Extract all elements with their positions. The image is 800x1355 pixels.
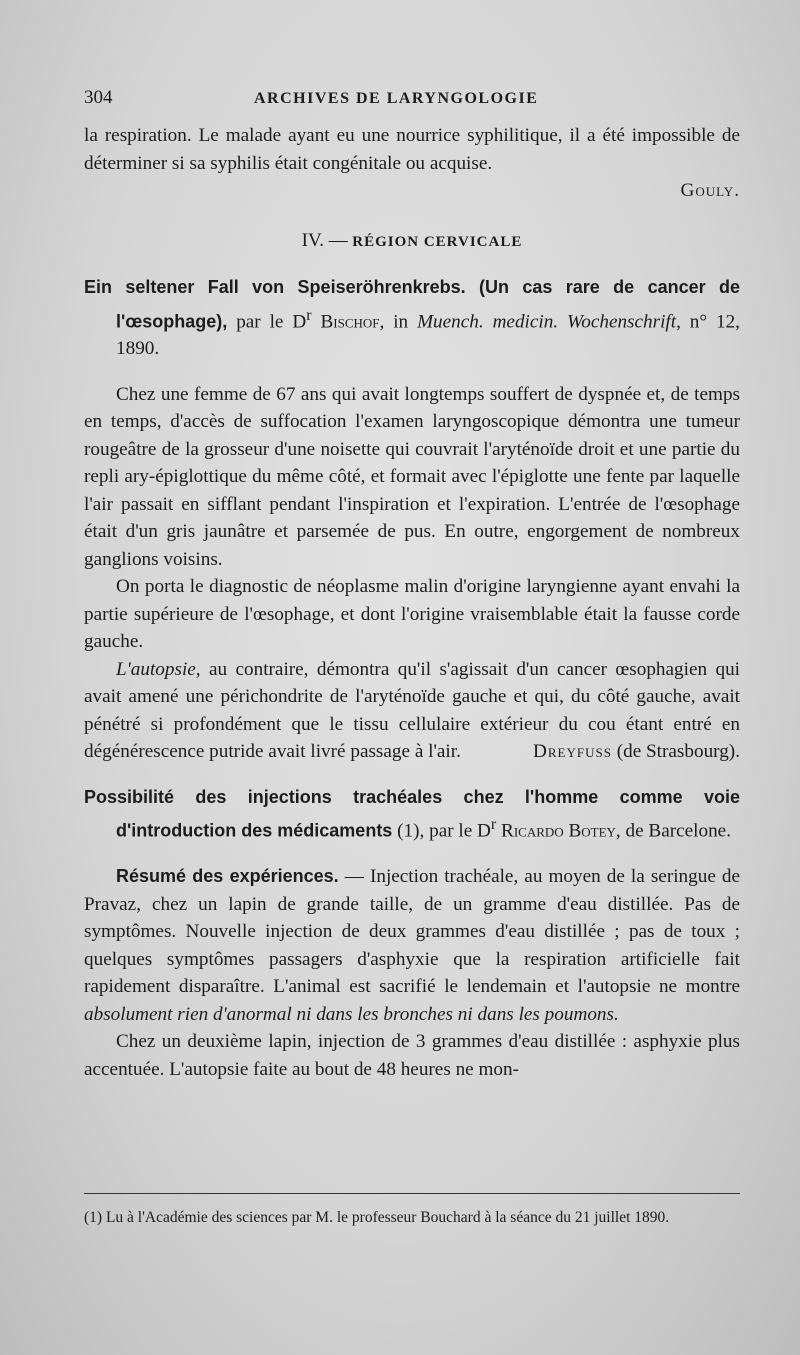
page-number: 304 — [84, 87, 113, 108]
intro-signature: Gouly. — [680, 180, 740, 201]
article2-resume-heading: Résumé des expériences. — [116, 866, 339, 887]
article1-journal: Muench. medicin. Wochenschrift — [417, 310, 677, 332]
page-header — [84, 84, 740, 118]
spacer — [84, 363, 740, 381]
running-head: ARCHIVES DE LARYNGOLOGIE — [254, 90, 539, 107]
article1-signature-place: (de Strasbourg). — [611, 741, 740, 763]
article1-by: par le D — [227, 310, 307, 332]
article1-signature-name: Dreyfuss — [532, 741, 612, 763]
footnote-divider — [84, 1193, 740, 1194]
article2-by: , par le D — [419, 820, 491, 842]
article1-by-sup: r — [306, 306, 312, 324]
section-number: IV. — — [301, 229, 348, 251]
article2-title — [84, 784, 740, 845]
article1-title — [84, 274, 740, 363]
article2-paragraph-1-text: — Injection trachéale, au moyen de la seringue de Pravaz, chez un lapin de grande taille, de un gramme d'eau distillée. Pas de symptômes. Nouvelle injection de deux grammes d'eau distillée ; pas de toux ; quelques symptômes passagers d'asphyxie que la respiration artificielle fait rapidement disparaître. L'animal est sacrifié le lendemain et l'autopsie ne montre — [84, 866, 741, 998]
spacer — [84, 766, 740, 784]
article1-in: , in — [379, 310, 418, 332]
article2-title-bold: Possibilité des injections trachéales chez l'homme comme voie d'introduction des médicaments — [84, 786, 740, 841]
article1-paragraph-1: Chez une femme de 67 ans qui avait longtemps souffert de dyspnée et, de temps en temps, d'accès de suffocation l'examen laryngoscopique démontra une tumeur rougeâtre de la grosseur d'une noisette qui couvrait l'aryténoïde droit et une partie du repli ary-épiglottique du même côté, et formait avec l'épiglotte une fente par laquelle l'air passait en sifflant pendant l'inspiration et l'expiration. L'entrée de l'œsophage était d'un gris jaunâtre et parsemée de pus. En outre, engorgement de nombreux ganglions voisins. — [84, 383, 740, 570]
section-heading — [84, 227, 740, 257]
section-title: RÉGION CERVICALE — [352, 233, 523, 250]
article1-paragraph-3-text: au contraire, démontra qu'il s'agissait d'un cancer œsophagien qui avait amené une périchondrite de l'aryténoïde gauche et qui, du côté gauche, avait pénétré si profondément que le tissu cellulaire extérieur du cou étant entré en dégénérescence putride avait livré passage à l'air. — [84, 658, 740, 763]
article2-by-sup: r — [490, 816, 497, 834]
article1-issue: , n° 12, 1890. — [116, 310, 740, 360]
article2-paragraph-1 — [84, 863, 740, 1028]
article2-paragraph-2: Chez un deuxième lapin, injection de 3 grammes d'eau distillée : asphyxie plus accentuée. L'autopsie faite au bout de 48 heures ne mon- — [84, 1031, 740, 1080]
article2-location: , de Barcelone. — [615, 820, 731, 842]
article1-author: Bischof — [311, 310, 380, 332]
article2-author: Ricardo Botey — [496, 820, 616, 842]
article1-title-bold: Ein seltener Fall von Speiseröhrenkrebs. (Un cas rare de cancer de l'œsophage), — [84, 277, 740, 331]
intro-paragraph: la respiration. Le malade ayant eu une nourrice syphilitique, il a été impossible de déterminer si sa syphilis était congénitale ou acquise. — [84, 125, 740, 174]
article1-autopsie-emphasis: L'autopsie, — [116, 658, 201, 680]
article1-paragraph-2: On porta le diagnostic de néoplasme malin d'origine laryngienne ayant envahi la partie supérieure de l'œsophage, et dont l'origine vraisemblable était la fausse corde gauche. — [84, 576, 740, 653]
spacer — [84, 845, 740, 863]
article2-paragraph-1-emphasis: absolument rien d'anormal ni dans les bronches ni dans les poumons. — [84, 1003, 619, 1025]
page-content — [84, 84, 740, 1083]
article2-footnote-ref: (1) — [392, 820, 420, 842]
footnote: (1) Lu à l'Académie des sciences par M. le professeur Bouchard à la séance du 21 juillet 1890. — [84, 1209, 670, 1226]
